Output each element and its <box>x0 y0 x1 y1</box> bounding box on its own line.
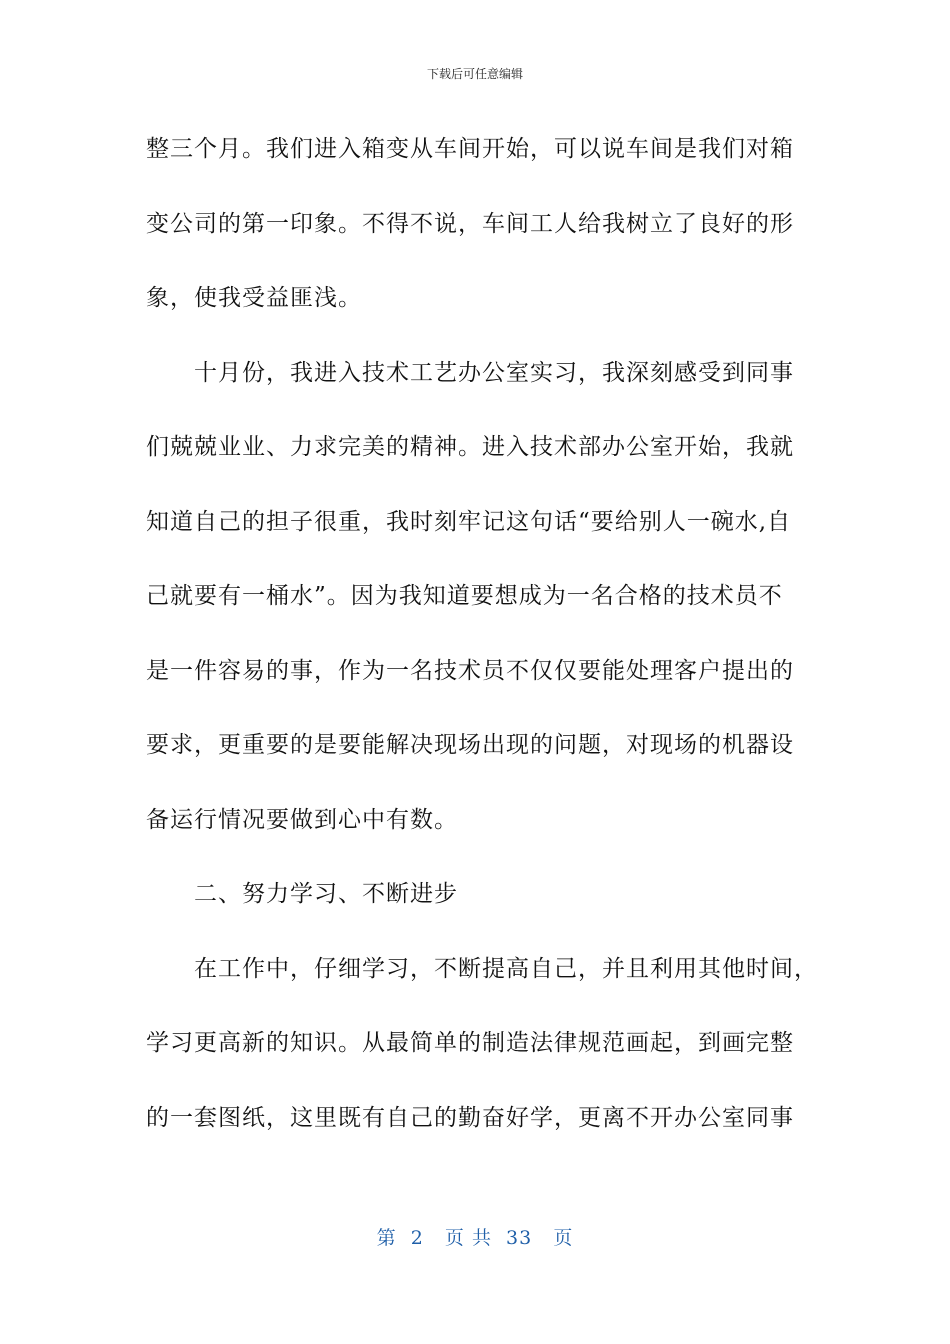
page-number: 第 2 页 共 33 页 <box>376 1227 574 1249</box>
text-line: 备运行情况要做到心中有数。 <box>146 806 458 833</box>
text-line: 整三个月。我们进入箱变从车间开始，可以说车间是我们对箱 <box>146 136 794 162</box>
text-line: 学习更高新的知识。从最简单的制造法律规范画起，到画完整 <box>146 1030 794 1056</box>
text-line: 知道自己的担子很重，我时刻牢记这句话“要给别人一碗水,自 <box>146 508 792 535</box>
paragraph-first-line: 十月份，我进入技术工艺办公室实习，我深刻感受到同事 <box>194 359 794 386</box>
text-line: 是一件容易的事，作为一名技术员不仅仅要能处理客户提出的 <box>146 657 794 684</box>
page-header: 下载后可任意编辑 <box>426 67 523 81</box>
paragraph-first-line: 在工作中，仔细学习，不断提高自己，并且利用其他时间， <box>194 955 818 982</box>
text-line: 象，使我受益匪浅。 <box>146 285 362 311</box>
text-line: 己就要有一桶水”。因为我知道要想成为一名合格的技术员不 <box>146 583 783 609</box>
text-line: 要求，更重要的是要能解决现场出现的问题，对现场的机器设 <box>146 732 794 758</box>
text-line: 变公司的第一印象。不得不说，车间工人给我树立了良好的形 <box>146 210 794 237</box>
section-heading: 二、努力学习、不断进步 <box>194 881 458 907</box>
page-footer <box>0 1225 950 1251</box>
text-line: 的一套图纸，这里既有自己的勤奋好学，更离不开办公室同事 <box>146 1104 794 1131</box>
document-body <box>146 112 818 1155</box>
text-line: 们兢兢业业、力求完美的精神。进入技术部办公室开始，我就 <box>146 434 794 460</box>
